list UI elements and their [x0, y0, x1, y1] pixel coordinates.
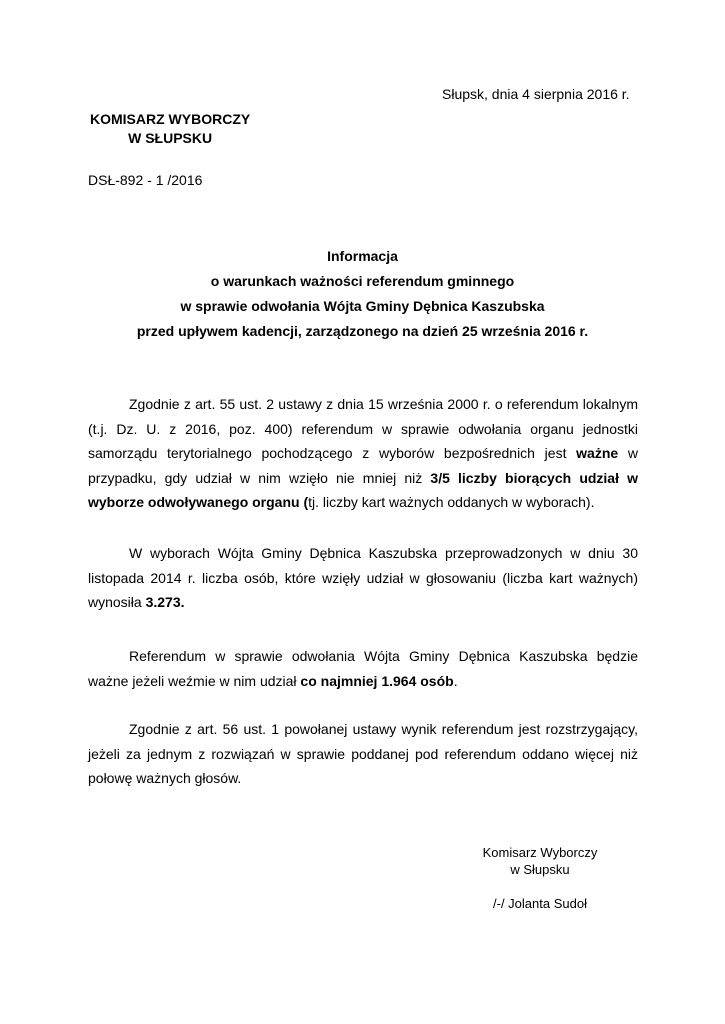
place-date: Słupsk, dnia 4 sierpnia 2016 r. [442, 86, 630, 102]
title-line1: Informacja [327, 248, 398, 264]
issuer-block [90, 110, 250, 148]
p1-text-1: Zgodnie z art. 55 ust. 2 ustawy z dnia 15 września 2000 r. o referendum lokalnym (t.j. Dz. U. z 2016, poz. 400) referendum w sprawie odwołania organu jednostki samorządu terytorialnego pochodzącego z wyborów bezpośrednich jest [88, 396, 638, 461]
signature-role-line2: w Słupsku [510, 862, 570, 877]
p1-text-3: tj. liczby kart ważnych oddanych w wyborach). [308, 494, 595, 510]
title-line2: o warunkach ważności referendum gminnego [210, 273, 515, 289]
reference-number: DSŁ-892 - 1 /2016 [88, 172, 203, 188]
title-line4: przed upływem kadencji, zarządzonego na dzień 25 września 2016 r. [136, 323, 589, 339]
paragraph-4 [88, 717, 638, 791]
document-title [0, 244, 725, 344]
p1-text-2: w przypadku, gdy udział w nim wzięło nie mniej niż [88, 445, 638, 486]
signature-block [470, 844, 610, 912]
p2-bold-1: 3.273. [145, 594, 185, 610]
paragraph-1 [88, 392, 638, 515]
p1-bold-2: 3/5 liczby biorących udział w wyborze odwoływanego organu ( [88, 469, 639, 510]
p1-bold-1: ważne [576, 445, 619, 461]
signature-name: /-/ Jolanta Sudoł [493, 896, 587, 911]
p3-text-1: Referendum w sprawie odwołania Wójta Gminy Dębnica Kaszubska będzie ważne jeżeli weźmie w nim udział [88, 648, 638, 689]
p2-text-1: W wyborach Wójta Gminy Dębnica Kaszubska przeprowadzonych w dniu 30 listopada 2014 r. liczba osób, które wzięły udział w głosowaniu (liczba kart ważnych) wynosiła [88, 545, 638, 610]
p4-text: Zgodnie z art. 56 ust. 1 powołanej ustawy wynik referendum jest rozstrzygający, jeżeli za jednym z rozwiązań w sprawie poddanej pod referendum oddano więcej niż połowę ważnych głosów. [88, 721, 638, 786]
issuer-line1: KOMISARZ WYBORCZY [90, 111, 251, 127]
p3-text-2: . [453, 672, 458, 689]
signature-role-line1: Komisarz Wyborczy [482, 845, 598, 860]
paragraph-2 [88, 541, 638, 615]
issuer-line2: W SŁUPSKU [128, 130, 213, 146]
title-line3: w sprawie odwołania Wójta Gminy Dębnica Kaszubska [180, 298, 545, 314]
p3-bold-1: co najmniej 1.964 osób [300, 672, 454, 689]
paragraph-3 [88, 644, 638, 693]
